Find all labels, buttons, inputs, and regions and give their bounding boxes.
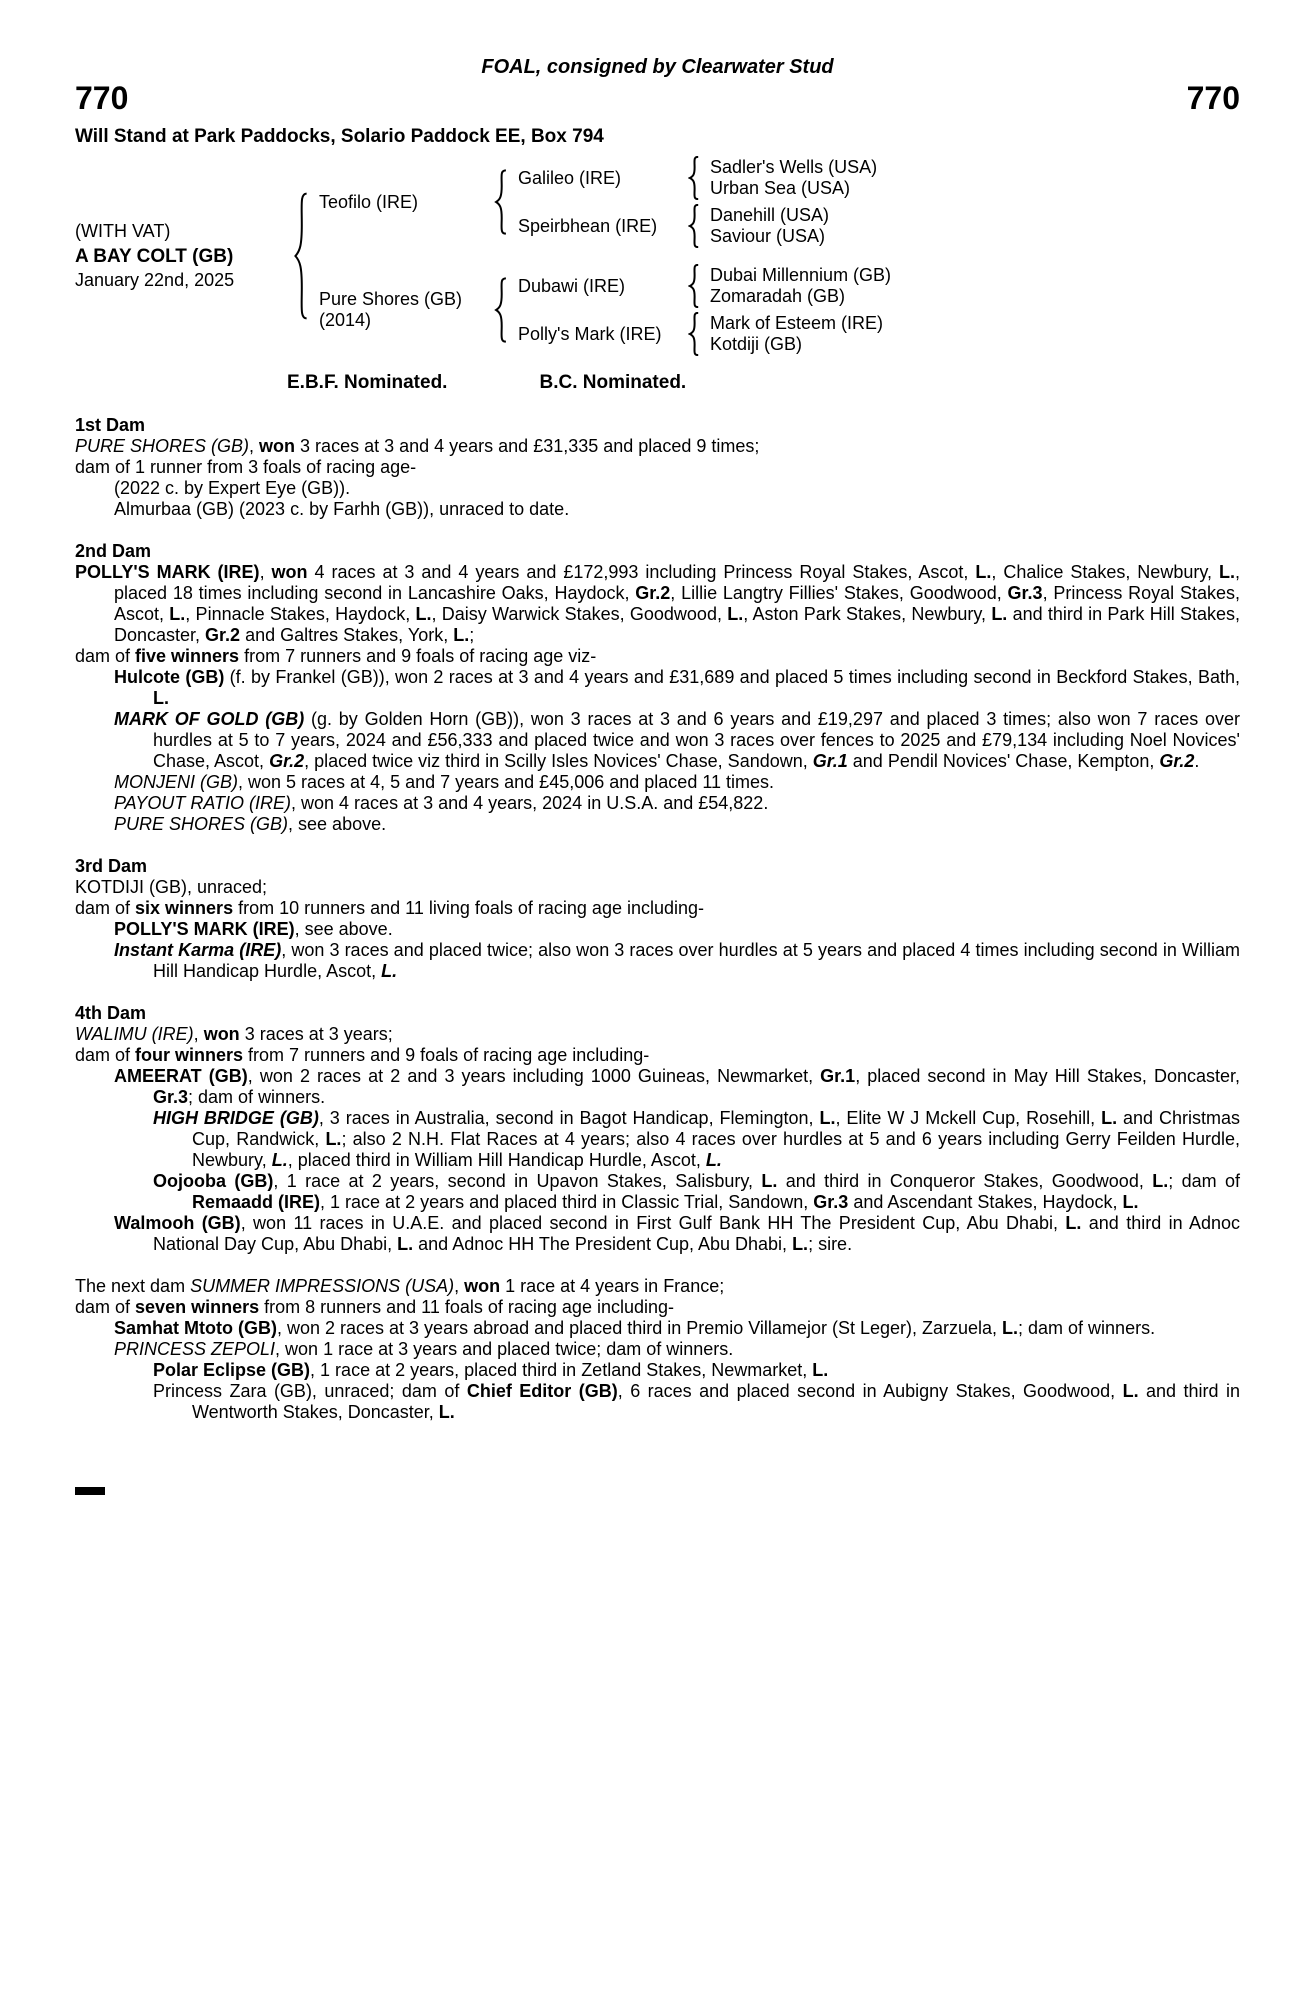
text-run: , 1 race at 2 years, second in Upavon Stakes, Salisbury, xyxy=(273,1171,762,1192)
text-run: 4 races at 3 and 4 years and £172,993 including Princess Royal Stakes, Ascot, xyxy=(307,562,976,583)
pedigree-paragraph xyxy=(75,1171,1240,1213)
granddam-row xyxy=(508,312,891,356)
text-run: L. xyxy=(792,1234,809,1255)
dam-name xyxy=(309,289,494,331)
text-run: Chief Editor (GB) xyxy=(466,1381,618,1402)
text-run: dam of 1 runner from 3 foals of racing age- xyxy=(75,457,417,478)
text-run: Gr.3 xyxy=(153,1087,189,1108)
text-run: , placed twice viz third in Scilly Isles Novices' Chase, Sandown, xyxy=(304,751,813,772)
text-run: Gr.2 xyxy=(269,751,305,772)
text-run: 3 races at 3 years; xyxy=(239,1024,393,1045)
text-run: ; dam of winners. xyxy=(1018,1318,1156,1339)
text-run: Gr.1 xyxy=(812,751,848,772)
lot-number-row xyxy=(75,81,1240,116)
text-run: , placed 18 times including second in Lancashire Oaks, Haydock, xyxy=(114,562,1240,604)
text-run: , see above. xyxy=(294,919,393,940)
grandparents-column xyxy=(508,156,877,248)
pedigree-paragraph xyxy=(75,1276,1240,1297)
text-run: ; also 2 N.H. Flat Races at 4 years; also 4 races over hurdles at 5 and 6 years including Gerry Feilden Hurdle, Newbury, xyxy=(192,1129,1240,1171)
catalogue-body xyxy=(75,415,1240,1423)
text-run: , won 3 races and placed twice; also won 3 races over hurdles at 5 years and placed 4 times including second in William Hill Handicap Hurdle, Ascot, xyxy=(153,940,1241,982)
print-mark xyxy=(75,1487,105,1495)
text-run: , 1 race at 2 years and placed third in Classic Trial, Sandown, xyxy=(320,1192,814,1213)
text-run: , Princess Royal Stakes, Ascot, xyxy=(114,583,1240,625)
text-run: L. xyxy=(991,604,1008,625)
pedigree-paragraph xyxy=(75,898,1240,919)
text-run: 3 races at 3 and 4 years and £31,335 and placed 9 times; xyxy=(295,436,760,457)
text-run: SUMMER IMPRESSIONS (USA) xyxy=(190,1276,455,1297)
text-run: POLLY'S MARK (IRE) xyxy=(75,562,260,583)
text-run: (g. by Golden Horn (GB)), won 3 races at 3 and 6 years and £19,297 and placed 3 times; also won 7 races over hurdles at 5 to 7 years, 2024 and £56,333 and placed twice and won 3 races over fences to 2025 and £79,134 including Noel Novices' Chase, Ascot, xyxy=(153,709,1240,772)
great-granddam-name: Urban Sea (USA) xyxy=(710,178,851,199)
text-run: L. xyxy=(819,1108,836,1129)
text-run: and Ascendant Stakes, Haydock, xyxy=(848,1192,1123,1213)
text-run: L. xyxy=(453,625,470,646)
text-run: Gr.2 xyxy=(635,583,671,604)
grandsire-name: Dubawi (IRE) xyxy=(518,275,626,296)
text-run: PRINCESS ZEPOLI xyxy=(114,1339,276,1360)
text-run: from 7 runners and 9 foals of racing age viz- xyxy=(239,646,597,667)
pedigree-table xyxy=(75,156,1240,356)
text-run: Gr.2 xyxy=(205,625,241,646)
brace-icon xyxy=(688,204,700,248)
text-run: L. xyxy=(727,604,744,625)
text-run: Instant Karma (IRE) xyxy=(114,940,282,961)
pedigree-paragraph xyxy=(75,562,1240,646)
pedigree-paragraph xyxy=(75,1066,1240,1108)
pedigree-paragraph xyxy=(75,1045,1240,1066)
text-run: dam of xyxy=(75,646,136,667)
brace-icon xyxy=(688,156,700,200)
text-run: , won 11 races in U.A.E. and placed second in First Gulf Bank HH The President Cup, Abu Dhabi, xyxy=(240,1213,1066,1234)
text-run: and Galtres Stakes, York, xyxy=(240,625,454,646)
great-grandsire-name: Danehill (USA) xyxy=(710,205,830,226)
text-run: , won 4 races at 3 and 4 years, 2024 in U.S.A. and £54,822. xyxy=(291,793,769,814)
text-run: L. xyxy=(325,1129,342,1150)
great-grandparents xyxy=(700,313,883,355)
text-run: , placed third in William Hill Handicap Hurdle, Ascot, xyxy=(287,1150,706,1171)
text-run: L. xyxy=(705,1150,722,1171)
ebf-nominated-label: E.B.F. Nominated. xyxy=(287,372,448,394)
text-run: ; dam of xyxy=(1168,1171,1240,1192)
lot-number-right: 770 xyxy=(1186,80,1240,116)
brace-icon xyxy=(688,264,700,308)
great-grandsire-name: Sadler's Wells (USA) xyxy=(710,157,878,178)
great-granddam-name: Kotdiji (GB) xyxy=(710,334,803,355)
sire-block xyxy=(309,156,891,248)
sire-name: Teofilo (IRE) xyxy=(319,191,419,212)
pedigree-paragraph xyxy=(75,1318,1240,1339)
text-run: Gr.2 xyxy=(1159,751,1195,772)
text-run: and third in Park Hill Stakes, Doncaster, xyxy=(114,604,1240,646)
great-grandsire-name: Mark of Esteem (IRE) xyxy=(710,313,884,334)
pedigree-paragraph xyxy=(75,478,1240,499)
text-run: PURE SHORES (GB) xyxy=(75,436,250,457)
pedigree-paragraph xyxy=(75,772,1240,793)
text-run: Princess Zara (GB), unraced; dam of xyxy=(153,1381,467,1402)
text-run: WALIMU (IRE) xyxy=(75,1024,194,1045)
text-run: , won 2 races at 2 and 3 years including 1000 Guineas, Newmarket, xyxy=(247,1066,821,1087)
great-grandparents xyxy=(700,157,877,199)
pedigree-paragraph xyxy=(75,1339,1240,1360)
pedigree-paragraph xyxy=(75,457,1240,478)
text-run: , won 5 races at 4, 5 and 7 years and £45,006 and placed 11 times. xyxy=(238,772,775,793)
text-run: L. xyxy=(1002,1318,1019,1339)
generation-column xyxy=(309,156,891,356)
text-run: L. xyxy=(169,604,186,625)
text-run: and third in Adnoc National Day Cup, Abu Dhabi, xyxy=(153,1213,1240,1255)
grandparents-column xyxy=(508,264,891,356)
brace-icon xyxy=(688,312,700,356)
text-run: and Christmas Cup, Randwick, xyxy=(192,1108,1241,1150)
text-run: four winners xyxy=(135,1045,244,1066)
text-run: , placed second in May Hill Stakes, Doncaster, xyxy=(855,1066,1240,1087)
stand-line: Will Stand at Park Paddocks, Solario Paddock EE, Box 794 xyxy=(75,126,604,148)
great-grandparents xyxy=(700,265,891,307)
text-run: L. xyxy=(271,1150,288,1171)
text-run: L. xyxy=(1218,562,1235,583)
text-run: and Adnoc HH The President Cup, Abu Dhabi, xyxy=(413,1234,793,1255)
great-granddam-name: Zomaradah (GB) xyxy=(710,286,846,307)
horse-name: A BAY COLT (GB) xyxy=(75,246,234,268)
text-run: , Aston Park Stakes, Newbury, xyxy=(743,604,992,625)
text-run: Remaadd (IRE) xyxy=(192,1192,321,1213)
pedigree-paragraph xyxy=(75,919,1240,940)
text-run: , 6 races and placed second in Aubigny Stakes, Goodwood, xyxy=(617,1381,1123,1402)
horse-info xyxy=(75,221,293,291)
text-run: Samhat Mtoto (GB) xyxy=(114,1318,277,1339)
text-run: PAYOUT RATIO (IRE) xyxy=(114,793,292,814)
text-run: Walmooh (GB) xyxy=(114,1213,241,1234)
text-run: , won 1 race at 3 years and placed twice; dam of winners. xyxy=(275,1339,734,1360)
text-run: L. xyxy=(381,961,398,982)
text-run: dam of xyxy=(75,1297,136,1318)
pedigree-paragraph xyxy=(75,646,1240,667)
text-run: from 10 runners and 11 living foals of racing age including- xyxy=(233,898,705,919)
text-run: won xyxy=(464,1276,501,1297)
text-run: 1 race at 4 years in France; xyxy=(500,1276,725,1297)
text-run: PURE SHORES (GB) xyxy=(114,814,289,835)
text-run: dam of xyxy=(75,1045,136,1066)
vat-note: (WITH VAT) xyxy=(75,221,171,242)
text-run: L. xyxy=(812,1360,829,1381)
granddam-name: Speirbhean (IRE) xyxy=(518,215,658,236)
text-run: won xyxy=(203,1024,240,1045)
text-run: ; dam of winners. xyxy=(188,1087,326,1108)
pedigree-paragraph xyxy=(75,1297,1240,1318)
great-grandsire-name: Dubai Millennium (GB) xyxy=(710,265,892,286)
text-run: MONJENI (GB) xyxy=(114,772,238,793)
text-run: Gr.1 xyxy=(820,1066,856,1087)
pedigree-paragraph xyxy=(75,877,1240,898)
text-run: five winners xyxy=(135,646,240,667)
text-run: L. xyxy=(1065,1213,1082,1234)
text-run: and Pendil Novices' Chase, Kempton, xyxy=(847,751,1160,772)
text-run: from 8 runners and 11 foals of racing age including- xyxy=(259,1297,674,1318)
grandsire-row xyxy=(508,156,877,200)
text-run: L. xyxy=(1152,1171,1169,1192)
pedigree-paragraph xyxy=(75,1381,1240,1423)
text-run: L. xyxy=(761,1171,778,1192)
text-run: , 3 races in Australia, second in Bagot Handicap, Flemington, xyxy=(318,1108,820,1129)
text-run: L. xyxy=(1122,1381,1139,1402)
dam-year: (2014) xyxy=(319,310,372,331)
pedigree-paragraph xyxy=(75,940,1240,982)
pedigree-paragraph xyxy=(75,814,1240,835)
text-run: , Daisy Warwick Stakes, Goodwood, xyxy=(431,604,728,625)
lot-number-left: 770 xyxy=(75,80,129,116)
text-run: Gr.3 xyxy=(1007,583,1043,604)
text-run: L. xyxy=(438,1402,455,1423)
text-run: (2022 c. by Expert Eye (GB)). xyxy=(114,478,351,499)
pedigree-paragraph xyxy=(75,709,1240,772)
bc-nominated-label: B.C. Nominated. xyxy=(539,372,687,394)
section-gap xyxy=(75,1255,1240,1276)
dam-heading: 2nd Dam xyxy=(75,541,152,562)
text-run: L. xyxy=(397,1234,414,1255)
text-run: ; xyxy=(469,625,475,646)
grandsire-row xyxy=(508,264,891,308)
text-run: from 7 runners and 9 foals of racing age including- xyxy=(243,1045,650,1066)
text-run: , xyxy=(249,436,260,457)
text-run: , xyxy=(259,562,272,583)
pedigree-paragraph xyxy=(75,1024,1240,1045)
text-run: KOTDIJI (GB), unraced; xyxy=(75,877,268,898)
text-run: , Elite W J Mckell Cup, Rosehill, xyxy=(835,1108,1102,1129)
text-run: , see above. xyxy=(288,814,387,835)
text-run: POLLY'S MARK (IRE) xyxy=(114,919,295,940)
pedigree-paragraph xyxy=(75,667,1240,709)
text-run: , 1 race at 2 years, placed third in Zetland Stakes, Newmarket, xyxy=(310,1360,813,1381)
dam-heading: 1st Dam xyxy=(75,415,146,436)
text-run: . xyxy=(1194,751,1200,772)
text-run: (f. by Frankel (GB)), won 2 races at 3 and 4 years and £31,689 and placed 5 times including second in Beckford Stakes, Bath, xyxy=(224,667,1240,688)
pedigree-paragraph xyxy=(75,1108,1240,1171)
pedigree-paragraph xyxy=(75,499,1240,520)
text-run: ; sire. xyxy=(808,1234,853,1255)
text-run: and third in Wentworth Stakes, Doncaster, xyxy=(192,1381,1240,1423)
text-run: MARK OF GOLD (GB) xyxy=(114,709,305,730)
dam-block xyxy=(309,264,891,356)
text-run: , Chalice Stakes, Newbury, xyxy=(991,562,1219,583)
text-run: , Lillie Langtry Fillies' Stakes, Goodwood, xyxy=(670,583,1008,604)
foal-date: January 22nd, 2025 xyxy=(75,270,235,291)
text-run: AMEERAT (GB) xyxy=(114,1066,248,1087)
brace-icon xyxy=(494,169,508,235)
pedigree-paragraph xyxy=(75,1360,1240,1381)
text-run: , Pinnacle Stakes, Haydock, xyxy=(185,604,416,625)
dam-heading: 3rd Dam xyxy=(75,856,148,877)
consignor-line: FOAL, consigned by Clearwater Stud xyxy=(481,56,834,78)
text-run: Gr.3 xyxy=(813,1192,849,1213)
text-run: won xyxy=(271,562,308,583)
brace-icon xyxy=(494,277,508,343)
granddam-row xyxy=(508,204,877,248)
brace-icon xyxy=(293,191,309,321)
text-run: L. xyxy=(975,562,992,583)
text-run: won xyxy=(259,436,296,457)
text-run: Polar Eclipse (GB) xyxy=(153,1360,311,1381)
nominations xyxy=(75,372,1240,394)
text-run: L. xyxy=(1122,1192,1139,1213)
text-run: L. xyxy=(1101,1108,1118,1129)
dam-heading: 4th Dam xyxy=(75,1003,147,1024)
text-run: , won 2 races at 3 years abroad and placed third in Premio Villamejor (St Leger), Zarzuela, xyxy=(276,1318,1003,1339)
pedigree-paragraph xyxy=(75,436,1240,457)
granddam-name: Polly's Mark (IRE) xyxy=(518,323,662,344)
text-run: and third in Conqueror Stakes, Goodwood, xyxy=(777,1171,1153,1192)
text-run: The next dam xyxy=(75,1276,191,1297)
text-run: , xyxy=(454,1276,465,1297)
dam-name-line: Pure Shores (GB) xyxy=(319,289,463,310)
text-run: dam of xyxy=(75,898,136,919)
text-run: HIGH BRIDGE (GB) xyxy=(153,1108,319,1129)
text-run: seven winners xyxy=(135,1297,260,1318)
text-run: , xyxy=(193,1024,204,1045)
pedigree-paragraph xyxy=(75,1213,1240,1255)
text-run: L. xyxy=(153,688,169,709)
grandsire-name: Galileo (IRE) xyxy=(518,167,622,188)
text-run: Oojooba (GB) xyxy=(153,1171,274,1192)
text-run: Almurbaa (GB) (2023 c. by Farhh (GB)), unraced to date. xyxy=(114,499,570,520)
text-run: six winners xyxy=(135,898,234,919)
text-run: L. xyxy=(415,604,432,625)
pedigree-paragraph xyxy=(75,793,1240,814)
great-grandparents xyxy=(700,205,829,247)
great-granddam-name: Saviour (USA) xyxy=(710,226,826,247)
text-run: Hulcote (GB) xyxy=(114,667,225,688)
